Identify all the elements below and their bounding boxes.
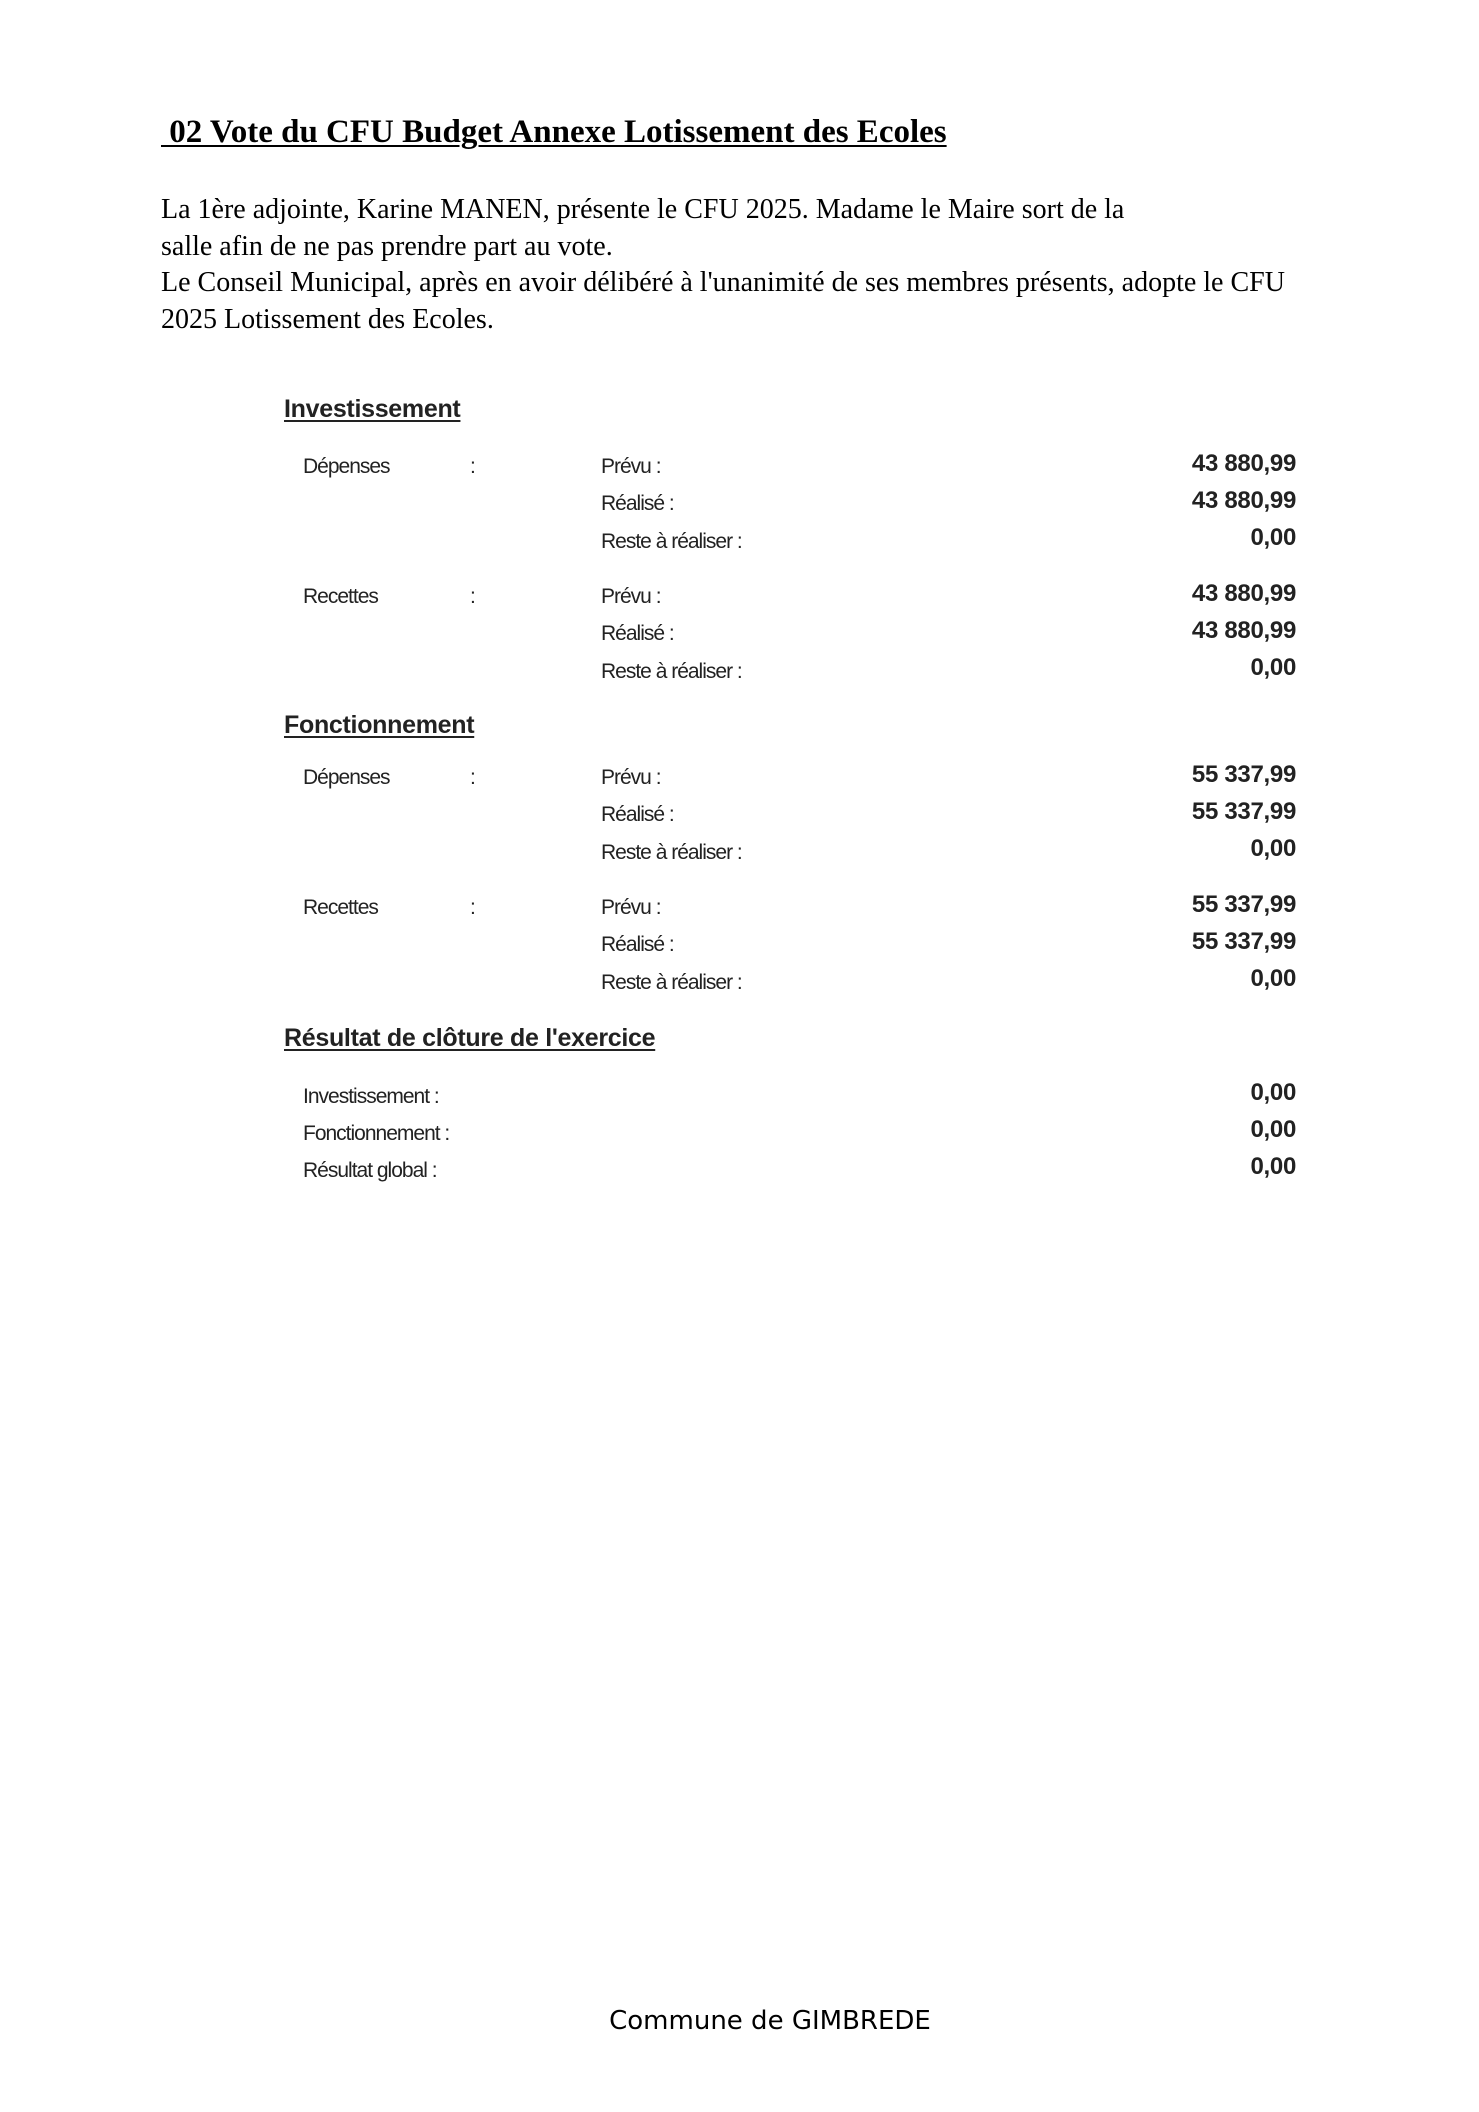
- row-value-prevu: 55 337,99: [1191, 891, 1296, 918]
- row-value-realise: 55 337,99: [1191, 928, 1296, 955]
- row-label-realise: Réalisé :: [601, 803, 674, 826]
- group-colon: :: [470, 455, 476, 478]
- row-label-prevu: Prévu :: [601, 455, 661, 478]
- section-heading-fonctionnement: Fonctionnement: [284, 711, 475, 739]
- group-label-recettes: Recettes: [303, 585, 378, 608]
- row-label-prevu: Prévu :: [601, 766, 661, 789]
- row-label-prevu: Prévu :: [601, 896, 661, 919]
- page-footer: Commune de GIMBREDE: [609, 2006, 931, 2036]
- row-label-reste: Reste à réaliser :: [601, 660, 742, 683]
- row-value-realise: 43 880,99: [1191, 617, 1296, 644]
- row-value-realise: 43 880,99: [1191, 487, 1296, 514]
- intro-paragraph: [161, 192, 1441, 338]
- result-value-investissement: 0,00: [1250, 1079, 1296, 1106]
- row-label-realise: Réalisé :: [601, 622, 674, 645]
- result-value-global: 0,00: [1250, 1153, 1296, 1180]
- page-title: 02 Vote du CFU Budget Annexe Lotissement des Ecoles: [161, 114, 947, 150]
- intro-line: La 1ère adjointe, Karine MANEN, présente le CFU 2025. Madame le Maire sort de la: [161, 194, 1125, 225]
- row-label-reste: Reste à réaliser :: [601, 530, 742, 553]
- section-heading-resultat: Résultat de clôture de l'exercice: [284, 1024, 656, 1052]
- row-value-realise: 55 337,99: [1191, 798, 1296, 825]
- row-value-prevu: 43 880,99: [1191, 580, 1296, 607]
- row-value-reste: 0,00: [1250, 835, 1296, 862]
- result-label-global: Résultat global :: [303, 1159, 437, 1182]
- row-label-reste: Reste à réaliser :: [601, 971, 742, 994]
- row-value-prevu: 43 880,99: [1191, 450, 1296, 477]
- row-value-prevu: 55 337,99: [1191, 761, 1296, 788]
- group-colon: :: [470, 766, 476, 789]
- result-label-investissement: Investissement :: [303, 1085, 439, 1108]
- group-label-recettes: Recettes: [303, 896, 378, 919]
- row-label-prevu: Prévu :: [601, 585, 661, 608]
- row-label-realise: Réalisé :: [601, 492, 674, 515]
- intro-line: Le Conseil Municipal, après en avoir délibéré à l'unanimité de ses membres présents, adopte le CFU: [161, 267, 1285, 298]
- group-label-depenses: Dépenses: [303, 455, 390, 478]
- section-heading-investissement: Investissement: [284, 395, 461, 423]
- group-colon: :: [470, 585, 476, 608]
- intro-line: salle afin de ne pas prendre part au vote.: [161, 230, 613, 262]
- row-label-reste: Reste à réaliser :: [601, 841, 742, 864]
- row-label-realise: Réalisé :: [601, 933, 674, 956]
- group-colon: :: [470, 896, 476, 919]
- intro-line: 2025 Lotissement des Ecoles.: [161, 303, 494, 335]
- group-label-depenses: Dépenses: [303, 766, 390, 789]
- row-value-reste: 0,00: [1250, 965, 1296, 992]
- result-label-fonctionnement: Fonctionnement :: [303, 1122, 450, 1145]
- row-value-reste: 0,00: [1250, 524, 1296, 551]
- result-value-fonctionnement: 0,00: [1250, 1116, 1296, 1143]
- row-value-reste: 0,00: [1250, 654, 1296, 681]
